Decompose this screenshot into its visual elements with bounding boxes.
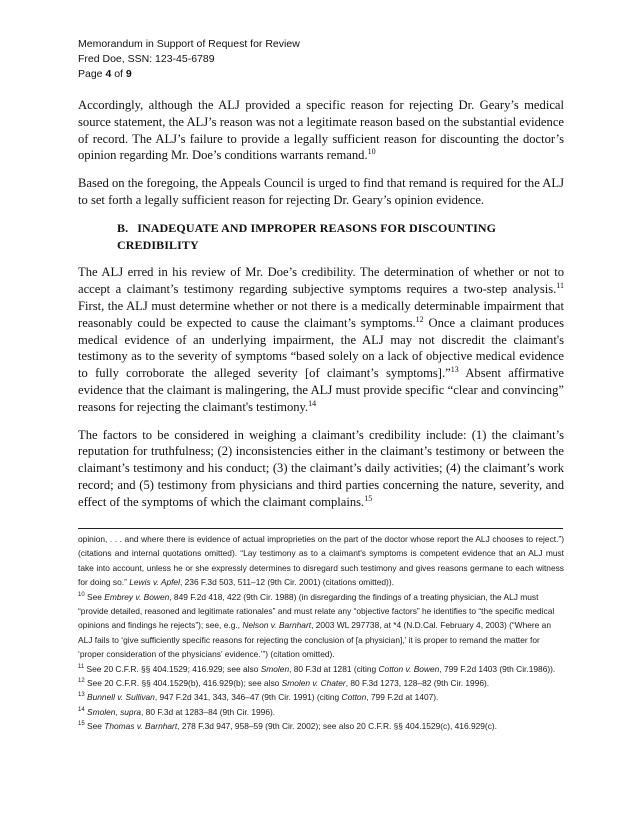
paragraph-credibility-analysis: The ALJ erred in his review of Mr. Doe’s credibility. The determination of whether or not to accept a claimant’s testimony regarding subjective symptoms requires a two-step analysis.$^{11}$ First, the ALJ must determine whether or not there is a medically determinable impairment that reasonably could be expected to cause the claimant’s symptoms.$^{12}$ Once a claimant produces medical evidence of an underlying impairment, the ALJ may not discredit the claimant's testimony as to the severity of symptoms “based solely on a lack of objective medical evidence to fully corroborate the alleged severity [of claimant’s symptoms].”$^{13}$ Absent affirmative evidence that the claimant is malingering, the ALJ must provide specific “clear and convincing” reasons for rejecting the claimant's testimony.$^{14}$ [78, 265, 564, 414]
footnote-divider [78, 528, 563, 529]
footnote-ref-15[interactable]: 15 [364, 493, 373, 503]
footnote-ref-10[interactable]: 10 [367, 147, 376, 157]
page-number: Page 4 of 9 [78, 68, 132, 80]
paragraph-appeals-council: Based on the foregoing, the Appeals Council is urged to find that remand is required for the ALJ to set forth a legally sufficient reason for rejecting Dr. Geary’s opinion evidence. [78, 176, 564, 207]
paragraph-credibility-factors: The factors to be considered in weighing a claimant’s credibility include: (1) the claimant’s reputation for truthfulness; (2) inconsistencies either in the claimant’s testimony or between the claimant’s testimony and his conduct; (3) the claimant’s daily activities; (4) the claimant’s work record; and (5) testimony from physicians and third parties concerning the nature, severity, and effect of the symptoms of which the claimant complains.$^{15}$ [78, 427, 564, 509]
footnote-ref-14[interactable]: 14 [308, 398, 317, 408]
section-label: B. [117, 220, 129, 235]
footnotes [78, 532, 564, 734]
claimant-line: Fred Doe, SSN: 123-45-6789 [78, 53, 215, 65]
footnote-12: $^{12}$ See 20 C.F.R. §§ 404.1529(b), 416.929(b); see also Smolen v. Chater, 80 F.3d 1273, 128–82 (9th Cir. 1996). [78, 678, 490, 689]
section-title: INADEQUATE AND IMPROPER REASONS FOR DISCOUNTING CREDIBILITY [117, 220, 497, 252]
footnote-ref-13[interactable]: 13 [450, 364, 459, 374]
paragraph-remand-reason: Accordingly, although the ALJ provided a specific reason for rejecting Dr. Geary’s medical source statement, the ALJ’s reason was not a legitimate reason based on the substantial evidence of record. The ALJ’s failure to provide a legally sufficient reason for discounting the doctor’s opinion regarding Mr. Doe’s conditions warrants remand.$^{10}$ [78, 98, 564, 163]
footnote-11: $^{11}$ See 20 C.F.R. §§ 404.1529; 416.929; see also Smolen, 80 F.3d at 1281 (citing Cotton v. Bowen, 799 F.2d 1403 (9th Cir.1986)). [78, 663, 556, 674]
current-page: 4 [105, 68, 112, 80]
total-pages: 9 [125, 68, 132, 80]
memo-title: Memorandum in Support of Request for Review [78, 38, 300, 50]
document-body [78, 97, 564, 522]
footnote-10: $^{10}$ See Embrey v. Bowen, 849 F.2d 418, 422 (9th Cir. 1988) (in disregarding the findings of a treating physician, the ALJ must “provide detailed, reasoned and legitimate rationales” and must relate any “objective factors” he identifies to “the specific medical opinions and findings he rejects”); see, e.g., Nelson v. Barnhart, 2003 WL 297738, at *4 (N.D.Cal. February 4, 2003) (“Where an ALJ fails to ‘give sufficiently specific reasons for rejecting the conclusion of [a physician],’ it is proper to remand the matter for ‘proper consideration of the physicians’ evidence.’”) (citation omitted). [78, 591, 555, 660]
footnote-continuation: opinion, . . . and where there is evidence of actual improprieties on the part of the doctor whose report the ALJ chooses to reject.”) (citations and internal quotations omitted). “Lay testimony as to a claimant's symptoms is competent evidence that an ALJ must take into account, unless he or she expressly determines to disregard such testimony and gives reasons germane to each witness for doing so.” Lewis v. Apfel, 236 F.3d 503, 511–12 (9th Cir. 2001) (citations omitted)). [78, 534, 564, 588]
footnote-14: $^{14}$ Smolen, supra, 80 F.3d at 1283–84 (9th Cir. 1996). [78, 706, 276, 717]
page-header [78, 37, 558, 82]
section-heading [117, 220, 564, 254]
footnote-ref-11[interactable]: 11 [556, 280, 564, 290]
footnote-ref-12[interactable]: 12 [415, 314, 424, 324]
footnote-15: $^{15}$ See Thomas v. Barnhart, 278 F.3d 947, 958–59 (9th Cir. 2002); see also 20 C.F.R. §§ 404.1529(c), 416.929(c). [78, 721, 498, 732]
footnote-13: $^{13}$ Bunnell v. Sullivan, 947 F.2d 341, 343, 346–47 (9th Cir. 1991) (citing Cotton, 799 F.2d at 1407). [78, 692, 439, 703]
